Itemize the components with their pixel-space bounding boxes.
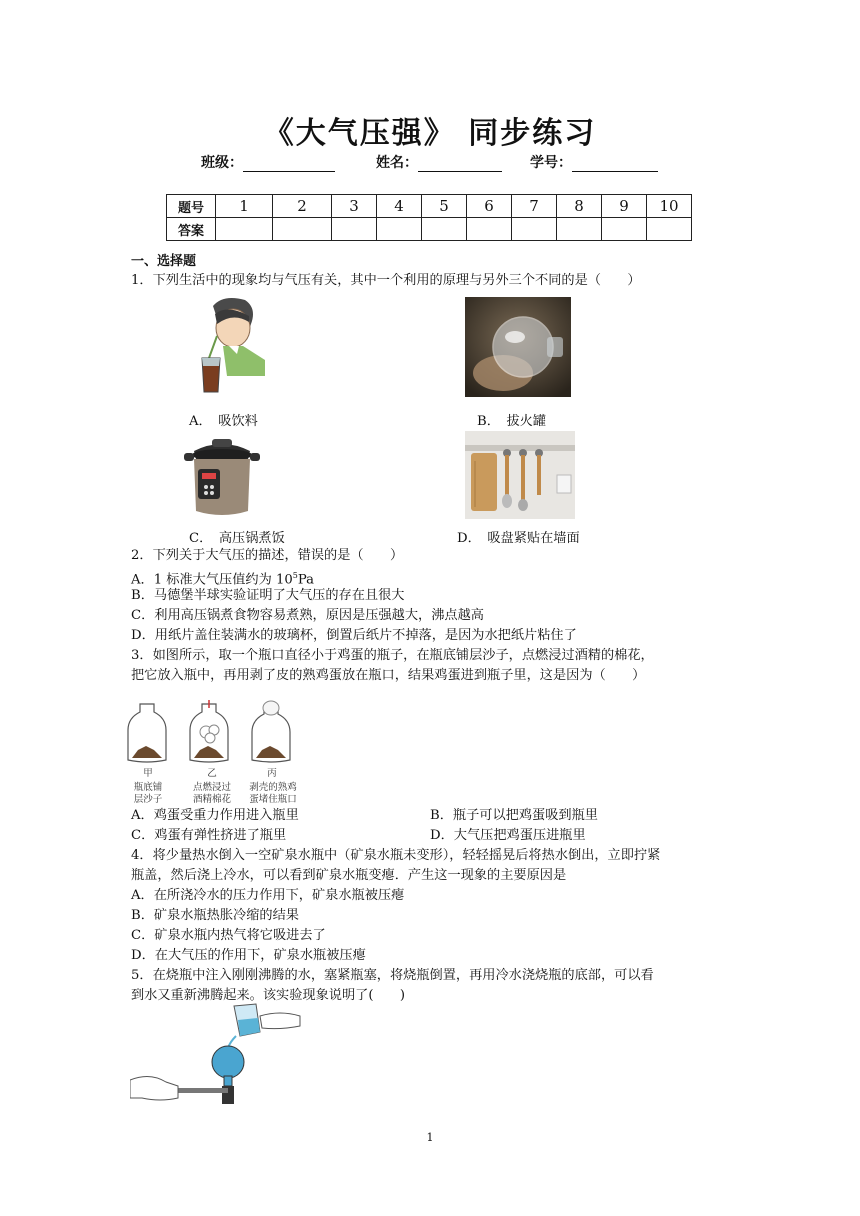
q2-option-d: D．用纸片盖住装满水的玻璃杯，倒置后纸片不掉落，是因为水把纸片粘住了: [131, 628, 577, 643]
page-number: 1: [426, 1131, 434, 1144]
answer-cell[interactable]: [557, 218, 602, 241]
q4-option-d: D．在大气压的作用下，矿泉水瓶被压瘪: [131, 948, 366, 963]
class-field: [201, 152, 335, 172]
drinking-straw-image: [193, 294, 269, 398]
question-number: 9: [602, 195, 647, 218]
pressure-cooker-image: [182, 431, 262, 519]
q2-option-b: B．马德堡半球实验证明了大气压的存在且很大: [131, 588, 405, 603]
q2-stem: 2．下列关于大气压的描述，错误的是（ ）: [131, 548, 404, 563]
table-row: [167, 218, 692, 241]
q4-option-a: A．在所浇冷水的压力作用下，矿泉水瓶被压瘪: [131, 888, 405, 903]
q2-option-c: C．利用高压锅煮食物容易煮熟，原因是压强越大，沸点越高: [131, 608, 484, 623]
q5-stem-line1: 5．在烧瓶中注入刚刚沸腾的水，塞紧瓶塞，将烧瓶倒置，再用冷水浇烧瓶的底部，可以看: [131, 968, 654, 983]
question-number: 10: [647, 195, 692, 218]
cupping-jar-image: [465, 297, 571, 397]
fig-label-bing: 丙: [267, 768, 277, 779]
answer-cell[interactable]: [647, 218, 692, 241]
question-number: 1: [216, 195, 273, 218]
id-field: [530, 152, 658, 172]
q4-stem-line2: 瓶盖，然后浇上冷水，可以看到矿泉水瓶变瘪．产生这一现象的主要原因是: [131, 868, 567, 883]
section-heading: 一、选择题: [131, 254, 197, 269]
id-label: 学号：: [530, 155, 572, 171]
q4-option-b: B．矿泉水瓶热胀冷缩的结果: [131, 908, 299, 923]
table-row: [167, 195, 692, 218]
question-number: 8: [557, 195, 602, 218]
question-number: 5: [422, 195, 467, 218]
answer-cell[interactable]: [512, 218, 557, 241]
q2-a-unit: Pa: [297, 572, 315, 588]
q2-a-exponent: 5: [292, 571, 298, 580]
egg-bottle-figure: [126, 700, 302, 766]
q3-option-c: C．鸡蛋有弹性挤进了瓶里: [131, 828, 287, 843]
answer-cell[interactable]: [422, 218, 467, 241]
answer-cell[interactable]: [273, 218, 332, 241]
answer-cell[interactable]: [467, 218, 512, 241]
name-blank[interactable]: [418, 157, 502, 172]
question-number: 3: [332, 195, 377, 218]
q4-option-c: C．矿泉水瓶内热气将它吸进去了: [131, 928, 326, 943]
q1-option-a: A． 吸饮料: [189, 414, 258, 429]
fig-label-yi: 乙: [207, 768, 217, 779]
q4-stem-line1: 4．将少量热水倒入一空矿泉水瓶中（矿泉水瓶未变形），轻轻摇晃后将热水倒出，立即拧紧: [131, 848, 661, 863]
q5-stem-line2: 到水又重新沸腾起来。该实验现象说明了( ): [131, 988, 406, 1003]
answer-cell[interactable]: [602, 218, 647, 241]
answer-cell[interactable]: [216, 218, 273, 241]
question-number: 6: [467, 195, 512, 218]
class-blank[interactable]: [243, 157, 335, 172]
answer-table: [166, 194, 692, 241]
q3-option-d: D．大气压把鸡蛋压进瓶里: [430, 828, 586, 843]
question-number: 2: [273, 195, 332, 218]
suction-hook-image: [465, 431, 575, 519]
question-number: 7: [512, 195, 557, 218]
fig-note-bing: 剥壳的熟鸡 蛋堵住瓶口: [249, 782, 297, 805]
fig-label-jia: 甲: [143, 768, 153, 779]
class-label: 班级：: [201, 155, 243, 171]
answer-cell[interactable]: [377, 218, 422, 241]
q3-option-a: A．鸡蛋受重力作用进入瓶里: [131, 808, 299, 823]
question-number: 4: [377, 195, 422, 218]
q2-a-text: A．1 标准大气压值约为 10: [131, 572, 293, 588]
fig-note-yi: 点燃浸过 酒精棉花: [192, 782, 231, 805]
name-label: 姓名：: [376, 155, 418, 171]
id-blank[interactable]: [572, 157, 658, 172]
flask-experiment-figure: [130, 1002, 302, 1112]
q1-option-d: D． 吸盘紧贴在墙面: [457, 531, 580, 546]
row-label-answer: 答案: [167, 218, 216, 241]
q3-option-b: B．瓶子可以把鸡蛋吸到瓶里: [430, 808, 598, 823]
q1-option-b: B． 拔火罐: [477, 414, 547, 429]
q1-option-c: C． 高压锅煮饭: [189, 531, 285, 546]
fig-note-jia: 瓶底铺 层沙子: [133, 782, 163, 805]
row-label-number: 题号: [167, 195, 216, 218]
answer-cell[interactable]: [332, 218, 377, 241]
name-field: [376, 152, 502, 172]
page-title: 《大气压强》 同步练习: [263, 116, 597, 151]
q3-stem-line1: 3．如图所示，取一个瓶口直径小于鸡蛋的瓶子，在瓶底铺层沙子，点燃浸过酒精的棉花，: [131, 648, 654, 663]
q3-stem-line2: 把它放入瓶中，再用剥了皮的熟鸡蛋放在瓶口，结果鸡蛋进到瓶子里，这是因为（ ）: [131, 668, 646, 683]
q1-stem: 1．下列生活中的现象均与气压有关，其中一个利用的原理与另外三个不同的是（ ）: [131, 273, 641, 288]
